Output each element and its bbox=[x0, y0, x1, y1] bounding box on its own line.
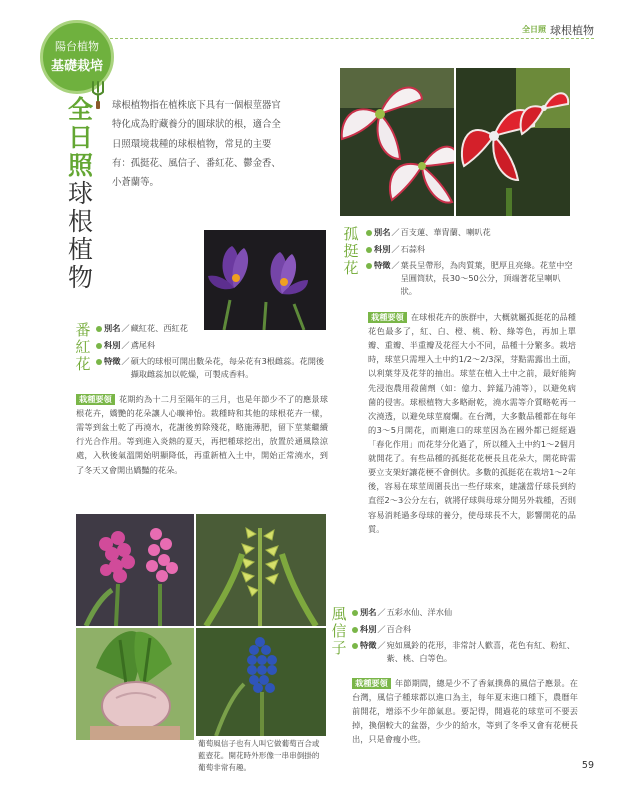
feature-row: 特徵 ／ 葉長呈帶形，為肉質葉，肥厚且亮綠。花莖中空呈圓筒狀，長30～50公分，頂端著花呈喇叭狀。 bbox=[366, 259, 576, 297]
hyacinth-pink-photo bbox=[76, 514, 194, 626]
bullet-icon bbox=[96, 343, 102, 349]
tips-text: 在球根花卉的族群中，大概就屬孤挺花的品種花色最多了，紅、白、橙、桃、粉、綠等色，再加上單瓣、重瓣、半重瓣及花徑大小不同，品種十分繁多。栽培時，球莖只需埋入土中約1/2～2/3深，芽點需露出土面，以利葉芽及花芽的抽出。球莖在植入土中之前，最好能夠先浸泡農用殺菌劑（如：億力、鋅錳乃浦等），以避免病菌的侵害。球根植物大多略耐乾，澆水需等介質略乾再一次澆透，以避免球莖腐爛。在台灣，大多數品種都在每年的3～5月開花，而剛進口的球莖因為在國外都已經經過「春化作用」而花芽分化過了，所以種入土中約1～2個月就開花了。有些品種的孤挺花花梗長且花朵大，開花時需要立支架好讓花梗不會倒伏。多數的孤挺花在栽培1～2年後，容易在球莖周圍長出一些仔球來，建議當仔球長到約直徑2～3公分左右，就將仔球與母球分開另外栽種，否則容易消耗過多母球的養分，使母球長不大，影響開花的品質。 bbox=[368, 312, 576, 534]
tips-text: 花期約為十二月至隔年的三月，也是年節少不了的應景球根花卉，嬌艷的花朵讓人心曠神怡。栽種時和其他的球根花卉一樣，需等到盆土乾了再澆水，花謝後剪除殘花，略施薄肥，留下莖葉繼續行光合作用。等到進入炎熱的夏天，再把種球挖出，放置於通風陰涼處，入秋後氣溫開始明顯降低，再重新植入土中，開始正常澆水，到了冬天又會開出嬌豔的花朵。 bbox=[76, 394, 328, 475]
hyacinth-tips bbox=[352, 676, 578, 747]
photo-caption: 葡萄風信子也有人叫它做葡萄百合或藍壺花。開花時外形像一串串倒掛的葡萄非常有趣。 bbox=[198, 739, 320, 773]
name-char: 花 bbox=[343, 258, 359, 277]
alias-value: 藏紅花、西紅花 bbox=[130, 323, 188, 333]
family-row: 科別 ／ 百合科 bbox=[352, 623, 576, 636]
amaryllis-tips bbox=[368, 310, 576, 536]
tips-text: 年節期間，總是少不了香氣撲鼻的風信子應景。在台灣，風信子種球都以進口為主，每年夏末進口種下，農曆年前開花，增添不少年節氣息。要記得，開過花的球莖可不要丟掉，換個較大的盆器，少少的給水，等到了冬季又會有花梗長出，只是會瘦小些。 bbox=[352, 678, 578, 745]
family-row: 科別 ／ 鳶尾科 bbox=[96, 339, 326, 352]
tips-label: 栽種要領 bbox=[368, 312, 407, 323]
amaryllis-info bbox=[366, 226, 576, 298]
header-section: 球根植物 bbox=[550, 24, 594, 37]
crocus-info bbox=[96, 322, 326, 381]
name-char: 風 bbox=[331, 605, 347, 623]
amaryllis-white-photo bbox=[340, 68, 454, 216]
crocus-photo bbox=[204, 230, 326, 330]
name-char: 花 bbox=[75, 354, 91, 373]
alias-row: 別名 ／ 百支蓮、華胄蘭、喇叭花 bbox=[366, 226, 576, 239]
feature-row: 特徵 ／ 碩大的球根可開出數朵花，每朵花有3根雌蕊。花開後擷取雌蕊加以乾燥，可製成香料。 bbox=[96, 355, 326, 380]
alias-value: 五彩水仙、洋水仙 bbox=[386, 607, 453, 617]
name-char: 挺 bbox=[343, 241, 359, 260]
crocus-tips bbox=[76, 392, 328, 477]
family-label: 科別 bbox=[104, 339, 121, 350]
amaryllis-name bbox=[342, 226, 360, 276]
feature-label: 特徵 bbox=[104, 356, 121, 367]
title-char: 日 bbox=[68, 123, 94, 152]
bullet-icon bbox=[366, 230, 372, 236]
bullet-icon bbox=[366, 247, 372, 253]
name-char: 子 bbox=[331, 638, 347, 657]
page-title bbox=[68, 96, 112, 292]
name-char: 番 bbox=[75, 321, 91, 339]
badge-line2: 基礎栽培 bbox=[50, 59, 103, 75]
title-char: 全 bbox=[68, 95, 94, 124]
tips-label: 栽種要領 bbox=[76, 394, 115, 405]
family-value: 百合科 bbox=[386, 623, 412, 634]
page-header bbox=[522, 22, 594, 39]
title-char: 植 bbox=[68, 235, 94, 264]
alias-value: 百支蓮、華胄蘭、喇叭花 bbox=[400, 227, 491, 237]
badge-line1: 陽台植物 bbox=[55, 40, 99, 53]
alias-row: 別名 ／ 五彩水仙、洋水仙 bbox=[352, 606, 576, 619]
feature-value: 葉長呈帶形，為肉質葉，肥厚且亮綠。花莖中空呈圓筒狀，長30～50公分，頂端著花呈喇叭狀。 bbox=[400, 260, 573, 296]
feature-label: 特徵 bbox=[374, 260, 391, 271]
title-char: 照 bbox=[68, 151, 94, 180]
family-value: 鳶尾科 bbox=[130, 339, 156, 350]
alias-label: 別名 bbox=[104, 323, 121, 333]
header-tag: 全日照 bbox=[522, 25, 546, 35]
feature-label: 特徵 bbox=[360, 640, 377, 651]
bullet-icon bbox=[96, 326, 102, 332]
page-number: 59 bbox=[581, 760, 594, 772]
bullet-icon bbox=[366, 263, 372, 269]
bullet-icon bbox=[352, 643, 358, 649]
family-value: 石蒜科 bbox=[400, 243, 426, 254]
bullet-icon bbox=[96, 359, 102, 365]
family-label: 科別 bbox=[374, 243, 391, 254]
alias-label: 別名 bbox=[360, 607, 377, 617]
title-char: 球 bbox=[68, 179, 94, 208]
hyacinth-info bbox=[352, 606, 576, 665]
title-char: 根 bbox=[68, 207, 94, 236]
alias-label: 別名 bbox=[374, 227, 391, 237]
hyacinth-yellow-photo bbox=[196, 514, 326, 626]
bullet-icon bbox=[352, 627, 358, 633]
tips-label: 栽種要領 bbox=[352, 678, 391, 689]
amaryllis-red-photo bbox=[456, 68, 570, 216]
feature-value: 碩大的球根可開出數朵花，每朵花有3根雌蕊。花開後擷取雌蕊加以乾燥，可製成香料。 bbox=[130, 356, 325, 380]
family-label: 科別 bbox=[360, 623, 377, 634]
hyacinth-name bbox=[330, 606, 348, 656]
feature-row: 特徵 ／ 宛如風鈴的花形，非常討人歡喜，花色有紅、粉紅、紫、桃、白等色。 bbox=[352, 639, 576, 664]
alias-row: 別名 ／ 藏紅花、西紅花 bbox=[96, 322, 326, 335]
bullet-icon bbox=[352, 610, 358, 616]
name-char: 信 bbox=[331, 621, 347, 640]
name-char: 紅 bbox=[75, 337, 91, 356]
intro-paragraph: 球根植物指在植株底下具有一個根莖器官特化成為貯藏養分的圓球狀的根，適合全日照環境栽種的球根植物，常見的主要有：孤挺花、風信子、番紅花、鬱金香、小蒼蘭等。 bbox=[112, 100, 281, 189]
feature-value: 宛如風鈴的花形，非常討人歡喜，花色有紅、粉紅、紫、桃、白等色。 bbox=[386, 640, 575, 664]
hyacinth-bulb-photo bbox=[76, 628, 194, 740]
title-char: 物 bbox=[68, 263, 94, 292]
family-row: 科別 ／ 石蒜科 bbox=[366, 243, 576, 256]
grape-hyacinth-photo bbox=[196, 628, 326, 736]
name-char: 孤 bbox=[343, 225, 359, 243]
crocus-name bbox=[74, 322, 92, 372]
header-rule bbox=[100, 38, 594, 39]
